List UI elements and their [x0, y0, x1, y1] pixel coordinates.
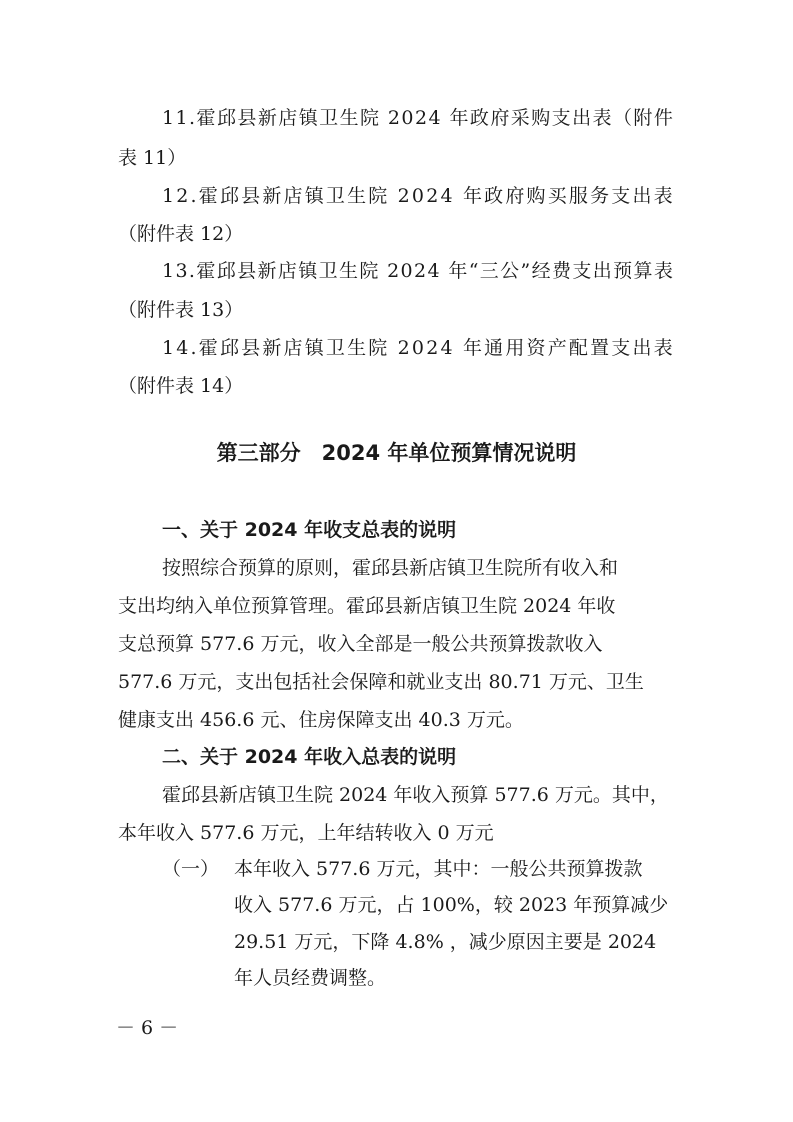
glyph: .: [190, 185, 197, 207]
glyph: 支: [551, 107, 571, 129]
glyph: .: [189, 107, 196, 129]
glyph: .: [190, 337, 197, 359]
glyph: 县: [241, 337, 261, 359]
section-1-line-5: 健康支出 456.6 元、住房保障支出 40.3 万元。: [118, 709, 524, 731]
glyph: 霍: [198, 337, 218, 359]
glyph: 4: [428, 107, 441, 129]
glyph: “: [468, 260, 479, 282]
item-12-line-2: （附件表 12）: [118, 223, 244, 245]
glyph: .: [188, 260, 195, 282]
glyph: 新: [262, 337, 282, 359]
glyph: 卫: [325, 185, 345, 207]
glyph: 府: [490, 107, 510, 129]
item-12-line-1: [162, 184, 673, 208]
glyph: 2: [397, 185, 410, 207]
glyph: 4: [176, 337, 189, 359]
glyph: 4: [440, 337, 453, 359]
glyph: 购: [526, 185, 546, 207]
section-1-heading: 一、关于 2024 年收支总表的说明: [162, 519, 457, 541]
glyph: 务: [590, 185, 610, 207]
glyph: 出: [632, 337, 652, 359]
glyph: 0: [400, 260, 413, 282]
glyph: 霍: [196, 260, 216, 282]
glyph: 0: [401, 107, 414, 129]
glyph: 邱: [216, 260, 236, 282]
section-2-heading: 二、关于 2024 年收入总表的说明: [162, 746, 457, 768]
glyph: [389, 336, 395, 360]
sub-item-line-3: 29.51 万元，下降 4.8% ，减少原因主要是 2024: [234, 931, 657, 953]
glyph: 购: [531, 107, 551, 129]
glyph: 表: [653, 185, 673, 207]
glyph: 采: [510, 107, 530, 129]
glyph: 三: [479, 260, 499, 282]
glyph: 算: [633, 260, 653, 282]
glyph: 买: [547, 185, 567, 207]
glyph: [455, 336, 461, 360]
glyph: 镇: [298, 107, 318, 129]
glyph: 通: [484, 337, 504, 359]
glyph: 用: [505, 337, 525, 359]
glyph: [389, 184, 395, 208]
glyph: 2: [397, 337, 410, 359]
section-1-line-4: 577.6 万元，支出包括社会保障和就业支出 80.71 万元、卫生: [118, 671, 644, 693]
glyph: 霍: [196, 107, 216, 129]
glyph: 经: [531, 260, 551, 282]
glyph: 1: [162, 185, 175, 207]
glyph: 霍: [198, 185, 218, 207]
glyph: （: [612, 107, 632, 129]
section-1-line-1: 按照综合预算的原则，霍邱县新店镇卫生院所有收入和: [162, 557, 619, 579]
glyph: 附: [633, 107, 653, 129]
glyph: 邱: [216, 107, 236, 129]
section-2-line-1: 霍邱县新店镇卫生院 2024 年收入预算 577.6 万元。其中，: [162, 784, 669, 806]
glyph: 表: [653, 337, 673, 359]
glyph: 年: [449, 107, 469, 129]
glyph: 店: [277, 260, 297, 282]
glyph: 年: [462, 337, 482, 359]
glyph: 生: [347, 185, 367, 207]
glyph: 店: [278, 107, 298, 129]
glyph: 预: [613, 260, 633, 282]
glyph: 卫: [319, 107, 339, 129]
glyph: 生: [339, 107, 359, 129]
glyph: 院: [368, 337, 388, 359]
glyph: 院: [360, 107, 380, 129]
sub-item-line-2: 收入 577.6 万元，占 100%，较 2023 年预算减少: [234, 894, 669, 916]
glyph: ”: [520, 260, 531, 282]
glyph: 镇: [304, 185, 324, 207]
sub-item-line-1: 本年收入 577.6 万元，其中：一般公共预算拨款: [234, 858, 643, 880]
section-2-line-2: 本年收入 577.6 万元，上年结转收入 0 万元: [118, 822, 494, 844]
glyph: 表: [592, 107, 612, 129]
glyph: 费: [551, 260, 571, 282]
glyph: 县: [237, 107, 257, 129]
sub-item-line-4: 年人员经费调整。: [234, 967, 387, 989]
glyph: 2: [176, 185, 189, 207]
item-13-line-2: （附件表 13）: [118, 299, 244, 321]
item-13-line-1: [162, 259, 673, 283]
glyph: 1: [162, 107, 175, 129]
glyph: 服: [568, 185, 588, 207]
glyph: 资: [526, 337, 546, 359]
glyph: 镇: [304, 337, 324, 359]
glyph: 0: [411, 337, 425, 359]
glyph: 支: [611, 185, 631, 207]
glyph: 1: [162, 337, 175, 359]
glyph: 政: [469, 107, 489, 129]
glyph: 配: [568, 337, 588, 359]
glyph: 支: [572, 260, 592, 282]
page-number: － 6 －: [116, 1017, 179, 1039]
glyph: 支: [611, 337, 631, 359]
glyph: 院: [359, 260, 379, 282]
section-1-line-3: 支总预算 577.6 万元，收入全部是一般公共预算拨款收入: [118, 633, 603, 655]
glyph: 新: [257, 107, 277, 129]
glyph: 出: [572, 107, 592, 129]
glyph: 出: [632, 185, 652, 207]
glyph: 邱: [219, 185, 239, 207]
glyph: 年: [448, 260, 468, 282]
glyph: [441, 259, 447, 283]
glyph: 新: [262, 185, 282, 207]
glyph: 2: [387, 260, 400, 282]
glyph: 县: [237, 260, 257, 282]
glyph: [442, 106, 448, 130]
glyph: 生: [338, 260, 358, 282]
part-title: 第三部分 2024 年单位预算情况说明: [216, 441, 577, 465]
glyph: 置: [590, 337, 610, 359]
glyph: 镇: [298, 260, 318, 282]
glyph: 0: [411, 185, 425, 207]
glyph: 2: [414, 260, 427, 282]
glyph: 政: [484, 185, 504, 207]
section-1-line-2: 支出均纳入单位预算管理。霍邱县新店镇卫生院 2024 年收: [118, 595, 616, 617]
glyph: 店: [283, 185, 303, 207]
item-11-line-2: 表 11）: [118, 147, 187, 169]
glyph: [380, 106, 386, 130]
glyph: 2: [387, 107, 400, 129]
glyph: 表: [653, 260, 673, 282]
glyph: 4: [440, 185, 453, 207]
glyph: 邱: [219, 337, 239, 359]
item-14-line-1: [162, 336, 673, 360]
glyph: 生: [347, 337, 367, 359]
glyph: 卫: [318, 260, 338, 282]
glyph: 2: [426, 185, 439, 207]
glyph: [380, 259, 386, 283]
glyph: 产: [547, 337, 567, 359]
item-11-line-1: [162, 106, 673, 130]
glyph: 新: [257, 260, 277, 282]
sub-item-marker: （一）: [162, 858, 220, 880]
glyph: [455, 184, 461, 208]
glyph: 3: [175, 260, 188, 282]
glyph: 卫: [325, 337, 345, 359]
glyph: 2: [426, 337, 439, 359]
glyph: 县: [241, 185, 261, 207]
glyph: 4: [427, 260, 440, 282]
glyph: 1: [162, 260, 175, 282]
glyph: 出: [592, 260, 612, 282]
glyph: 院: [368, 185, 388, 207]
item-14-line-2: （附件表 14）: [118, 375, 244, 397]
glyph: 年: [462, 185, 482, 207]
glyph: 府: [505, 185, 525, 207]
glyph: 2: [414, 107, 428, 129]
glyph: 件: [653, 107, 673, 129]
glyph: 公: [500, 260, 520, 282]
glyph: 店: [283, 337, 303, 359]
glyph: 1: [175, 107, 188, 129]
